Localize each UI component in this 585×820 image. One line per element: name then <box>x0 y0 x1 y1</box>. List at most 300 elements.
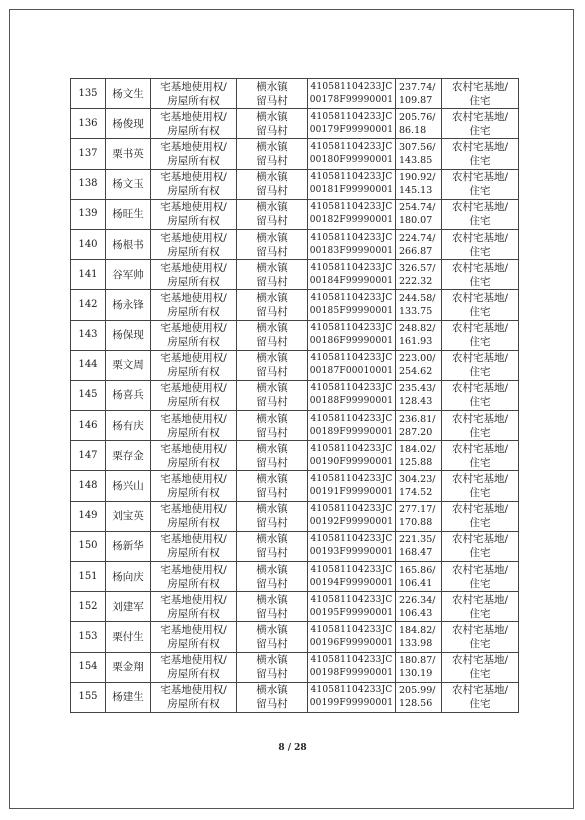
cell-area-line: 236.81/ <box>399 413 436 425</box>
cell-usage-line: 农村宅基地/ <box>451 291 509 304</box>
cell-usage-line: 农村宅基地/ <box>451 654 509 667</box>
table-row <box>71 622 519 652</box>
cell-area-line: 106.43 <box>399 607 433 619</box>
cell-usage-line: 住宅 <box>469 245 491 258</box>
cell-usage <box>442 471 519 501</box>
cell-right-type-line: 房屋所有权 <box>167 547 220 560</box>
cell-location-line: 横水镇 <box>256 352 288 365</box>
table-row <box>71 320 519 350</box>
cell-area-line: 221.35/ <box>399 534 436 546</box>
cell-area <box>396 139 442 169</box>
cell-name <box>106 562 151 592</box>
cell-location <box>237 652 308 682</box>
table-row <box>71 229 519 259</box>
cell-location <box>237 109 308 139</box>
cell-usage-line: 农村宅基地/ <box>451 382 509 395</box>
cell-unit-code-line: 00188F99990001 <box>309 396 394 407</box>
cell-right-type <box>151 531 237 561</box>
cell-usage-line: 住宅 <box>469 577 491 590</box>
cell-number-line: 148 <box>78 480 98 492</box>
cell-usage-line: 住宅 <box>469 154 491 167</box>
cell-location <box>237 260 308 290</box>
cell-unit-code-line: 00179F99990001 <box>309 124 394 135</box>
cell-unit-code-line: 00183F99990001 <box>309 245 394 256</box>
cell-usage-line: 农村宅基地/ <box>451 261 509 274</box>
cell-usage-line: 住宅 <box>469 336 491 349</box>
cell-number-line: 153 <box>78 630 98 642</box>
cell-number <box>71 622 106 652</box>
cell-unit-code-line: 410581104233JC <box>310 564 393 575</box>
cell-unit-code <box>308 652 396 682</box>
cell-location <box>237 471 308 501</box>
cell-right-type-line: 宅基地使用权/ <box>160 563 227 576</box>
cell-number-line: 136 <box>78 117 98 129</box>
table-row <box>71 290 519 320</box>
cell-usage <box>442 652 519 682</box>
cell-area-line: 180.07 <box>399 215 433 227</box>
cell-number-line: 144 <box>78 359 98 371</box>
cell-location <box>237 592 308 622</box>
cell-area-line: 266.87 <box>399 245 433 257</box>
table-row <box>71 139 519 169</box>
cell-location-line: 留马村 <box>256 124 288 137</box>
cell-location <box>237 441 308 471</box>
cell-name <box>106 199 151 229</box>
cell-number-line: 146 <box>78 419 98 431</box>
cell-location-line: 留马村 <box>256 305 288 318</box>
cell-right-type-line: 房屋所有权 <box>167 245 220 258</box>
cell-right-type-line: 房屋所有权 <box>167 577 220 590</box>
cell-usage-line: 住宅 <box>469 607 491 620</box>
cell-number <box>71 290 106 320</box>
cell-unit-code <box>308 139 396 169</box>
cell-location-line: 留马村 <box>256 517 288 530</box>
cell-area <box>396 79 442 109</box>
cell-right-type <box>151 441 237 471</box>
cell-usage <box>442 411 519 441</box>
cell-location-line: 横水镇 <box>256 140 288 153</box>
cell-name <box>106 531 151 561</box>
cell-location <box>237 229 308 259</box>
cell-right-type-line: 房屋所有权 <box>167 487 220 500</box>
cell-usage-line: 农村宅基地/ <box>451 684 509 697</box>
cell-location-line: 横水镇 <box>256 231 288 244</box>
cell-name <box>106 592 151 622</box>
cell-name-line: 栗金翔 <box>112 661 144 674</box>
cell-unit-code-line: 410581104233JC <box>310 534 393 545</box>
cell-unit-code-line: 410581104233JC <box>310 504 393 515</box>
cell-area <box>396 169 442 199</box>
table-row <box>71 682 519 712</box>
cell-name-line: 刘建军 <box>112 600 144 613</box>
cell-location-line: 横水镇 <box>256 412 288 425</box>
cell-area <box>396 531 442 561</box>
cell-area-line: 277.17/ <box>399 504 436 516</box>
page-total: 28 <box>294 743 307 753</box>
cell-name-line: 杨有庆 <box>112 419 144 432</box>
cell-usage <box>442 682 519 712</box>
cell-area <box>396 501 442 531</box>
cell-location-line: 横水镇 <box>256 322 288 335</box>
cell-area <box>396 411 442 441</box>
cell-name <box>106 411 151 441</box>
cell-usage <box>442 169 519 199</box>
cell-area-line: 254.62 <box>399 366 433 378</box>
cell-right-type <box>151 652 237 682</box>
table-row <box>71 501 519 531</box>
table-row <box>71 441 519 471</box>
table-row <box>71 109 519 139</box>
cell-right-type <box>151 229 237 259</box>
page-number <box>0 743 585 753</box>
cell-usage-line: 农村宅基地/ <box>451 322 509 335</box>
cell-area <box>396 441 442 471</box>
cell-location-line: 留马村 <box>256 607 288 620</box>
cell-name-line: 杨俊现 <box>112 117 144 130</box>
cell-right-type-line: 宅基地使用权/ <box>160 80 227 93</box>
cell-right-type-line: 宅基地使用权/ <box>160 623 227 636</box>
cell-number-line: 143 <box>78 329 98 341</box>
cell-area-line: 307.56/ <box>399 141 436 153</box>
cell-right-type <box>151 562 237 592</box>
cell-location-line: 留马村 <box>256 215 288 228</box>
cell-unit-code-line: 00178F99990001 <box>309 94 394 105</box>
cell-area <box>396 652 442 682</box>
cell-name <box>106 229 151 259</box>
cell-area-line: 161.93 <box>399 336 433 348</box>
cell-usage-line: 住宅 <box>469 275 491 288</box>
cell-area-line: 165.86/ <box>399 564 436 576</box>
cell-number-line: 141 <box>78 268 98 280</box>
cell-unit-code-line: 00196F99990001 <box>309 637 394 648</box>
cell-location-line: 留马村 <box>256 456 288 469</box>
cell-usage <box>442 229 519 259</box>
table-row <box>71 79 519 109</box>
cell-right-type-line: 房屋所有权 <box>167 366 220 379</box>
cell-location <box>237 380 308 410</box>
cell-location-line: 留马村 <box>256 336 288 349</box>
cell-unit-code <box>308 290 396 320</box>
cell-location-line: 横水镇 <box>256 473 288 486</box>
cell-right-type-line: 房屋所有权 <box>167 456 220 469</box>
cell-usage-line: 农村宅基地/ <box>451 473 509 486</box>
page-separator: / <box>284 743 295 753</box>
cell-area-line: 205.99/ <box>399 685 436 697</box>
cell-name-line: 杨向庆 <box>112 570 144 583</box>
cell-name-line: 杨新华 <box>112 540 144 553</box>
cell-location <box>237 290 308 320</box>
cell-right-type-line: 宅基地使用权/ <box>160 140 227 153</box>
cell-unit-code <box>308 169 396 199</box>
cell-location-line: 横水镇 <box>256 623 288 636</box>
cell-unit-code-line: 00190F99990001 <box>309 456 394 467</box>
cell-unit-code-line: 00184F99990001 <box>309 275 394 286</box>
cell-unit-code-line: 00186F99990001 <box>309 336 394 347</box>
cell-area-line: 248.82/ <box>399 323 436 335</box>
cell-number <box>71 109 106 139</box>
table-row <box>71 199 519 229</box>
cell-area-line: 304.23/ <box>399 474 436 486</box>
cell-usage <box>442 380 519 410</box>
cell-right-type-line: 房屋所有权 <box>167 517 220 530</box>
table-row <box>71 411 519 441</box>
cell-usage <box>442 139 519 169</box>
cell-location-line: 留马村 <box>256 487 288 500</box>
cell-usage <box>442 441 519 471</box>
cell-right-type <box>151 290 237 320</box>
cell-location-line: 留马村 <box>256 637 288 650</box>
cell-name-line: 栗文周 <box>112 359 144 372</box>
cell-unit-code-line: 410581104233JC <box>310 111 393 122</box>
table-row <box>71 169 519 199</box>
cell-unit-code-line: 00180F99990001 <box>309 154 394 165</box>
cell-name-line: 栗存金 <box>112 449 144 462</box>
cell-unit-code-line: 00189F99990001 <box>309 426 394 437</box>
cell-unit-code-line: 410581104233JC <box>310 81 393 92</box>
cell-right-type-line: 房屋所有权 <box>167 94 220 107</box>
cell-number-line: 151 <box>78 570 98 582</box>
cell-location-line: 留马村 <box>256 366 288 379</box>
cell-area-line: 223.00/ <box>399 353 436 365</box>
cell-right-type-line: 宅基地使用权/ <box>160 684 227 697</box>
cell-right-type-line: 房屋所有权 <box>167 275 220 288</box>
cell-usage <box>442 562 519 592</box>
cell-usage-line: 住宅 <box>469 185 491 198</box>
cell-number <box>71 79 106 109</box>
cell-location-line: 横水镇 <box>256 533 288 546</box>
cell-number <box>71 682 106 712</box>
cell-right-type-line: 房屋所有权 <box>167 154 220 167</box>
cell-name-line: 杨根书 <box>112 238 144 251</box>
cell-right-type <box>151 260 237 290</box>
cell-usage-line: 住宅 <box>469 698 491 711</box>
cell-name-line: 谷军帅 <box>112 268 144 281</box>
cell-right-type-line: 宅基地使用权/ <box>160 412 227 425</box>
cell-usage <box>442 592 519 622</box>
cell-usage-line: 住宅 <box>469 366 491 379</box>
cell-usage-line: 农村宅基地/ <box>451 623 509 636</box>
cell-area <box>396 562 442 592</box>
cell-unit-code-line: 410581104233JC <box>310 685 393 696</box>
cell-unit-code-line: 00187F00010001 <box>309 366 394 377</box>
cell-location-line: 留马村 <box>256 185 288 198</box>
cell-name <box>106 441 151 471</box>
cell-location-line: 横水镇 <box>256 503 288 516</box>
cell-unit-code <box>308 109 396 139</box>
cell-usage <box>442 260 519 290</box>
cell-number <box>71 411 106 441</box>
cell-location-line: 横水镇 <box>256 654 288 667</box>
cell-name-line: 杨喜兵 <box>112 389 144 402</box>
cell-unit-code-line: 410581104233JC <box>310 262 393 273</box>
cell-right-type-line: 宅基地使用权/ <box>160 261 227 274</box>
cell-usage-line: 住宅 <box>469 305 491 318</box>
cell-unit-code <box>308 79 396 109</box>
registration-table <box>70 78 519 713</box>
cell-name-line: 杨兴山 <box>112 480 144 493</box>
cell-unit-code <box>308 260 396 290</box>
cell-right-type-line: 房屋所有权 <box>167 396 220 409</box>
cell-unit-code-line: 410581104233JC <box>310 232 393 243</box>
cell-unit-code-line: 410581104233JC <box>310 594 393 605</box>
cell-number-line: 135 <box>78 87 98 99</box>
cell-right-type-line: 房屋所有权 <box>167 426 220 439</box>
cell-unit-code <box>308 441 396 471</box>
cell-unit-code-line: 410581104233JC <box>310 292 393 303</box>
cell-name <box>106 260 151 290</box>
cell-usage-line: 农村宅基地/ <box>451 201 509 214</box>
cell-area-line: 190.92/ <box>399 172 436 184</box>
cell-right-type <box>151 411 237 441</box>
cell-name <box>106 471 151 501</box>
cell-unit-code <box>308 229 396 259</box>
cell-usage-line: 农村宅基地/ <box>451 563 509 576</box>
cell-area <box>396 260 442 290</box>
cell-unit-code-line: 00181F99990001 <box>309 185 394 196</box>
cell-name <box>106 139 151 169</box>
cell-location <box>237 79 308 109</box>
cell-location <box>237 169 308 199</box>
cell-right-type-line: 宅基地使用权/ <box>160 201 227 214</box>
cell-location-line: 横水镇 <box>256 563 288 576</box>
cell-right-type-line: 房屋所有权 <box>167 637 220 650</box>
cell-name <box>106 622 151 652</box>
cell-right-type-line: 房屋所有权 <box>167 698 220 711</box>
cell-location <box>237 501 308 531</box>
table-row <box>71 260 519 290</box>
cell-unit-code <box>308 199 396 229</box>
cell-unit-code <box>308 471 396 501</box>
cell-location-line: 留马村 <box>256 275 288 288</box>
cell-area-line: 222.32 <box>399 275 433 287</box>
cell-usage-line: 住宅 <box>469 426 491 439</box>
cell-area-line: 125.88 <box>399 456 433 468</box>
cell-location <box>237 139 308 169</box>
cell-name-line: 杨永锋 <box>112 298 144 311</box>
cell-area <box>396 290 442 320</box>
cell-name <box>106 501 151 531</box>
page-current: 8 <box>278 743 285 753</box>
cell-right-type-line: 宅基地使用权/ <box>160 473 227 486</box>
cell-unit-code-line: 410581104233JC <box>310 624 393 635</box>
cell-location-line: 留马村 <box>256 396 288 409</box>
cell-area <box>396 199 442 229</box>
cell-unit-code <box>308 622 396 652</box>
cell-usage-line: 农村宅基地/ <box>451 533 509 546</box>
cell-usage-line: 农村宅基地/ <box>451 110 509 123</box>
cell-number <box>71 592 106 622</box>
cell-usage <box>442 79 519 109</box>
cell-unit-code <box>308 531 396 561</box>
cell-usage-line: 农村宅基地/ <box>451 140 509 153</box>
cell-unit-code <box>308 411 396 441</box>
cell-unit-code <box>308 380 396 410</box>
cell-unit-code-line: 00195F99990001 <box>309 607 394 618</box>
cell-number-line: 139 <box>78 208 98 220</box>
cell-usage <box>442 199 519 229</box>
cell-area-line: 128.43 <box>399 396 433 408</box>
cell-number-line: 137 <box>78 147 98 159</box>
cell-number-line: 138 <box>78 178 98 190</box>
cell-location-line: 横水镇 <box>256 201 288 214</box>
cell-number <box>71 562 106 592</box>
cell-unit-code <box>308 350 396 380</box>
table-row <box>71 380 519 410</box>
cell-location <box>237 562 308 592</box>
cell-right-type <box>151 199 237 229</box>
cell-location <box>237 622 308 652</box>
cell-usage-line: 住宅 <box>469 637 491 650</box>
cell-unit-code-line: 410581104233JC <box>310 474 393 485</box>
cell-location-line: 留马村 <box>256 577 288 590</box>
cell-right-type-line: 宅基地使用权/ <box>160 171 227 184</box>
cell-usage-line: 农村宅基地/ <box>451 231 509 244</box>
cell-unit-code-line: 410581104233JC <box>310 172 393 183</box>
cell-number-line: 140 <box>78 238 98 250</box>
cell-right-type <box>151 320 237 350</box>
cell-area-line: 244.58/ <box>399 292 436 304</box>
cell-area <box>396 380 442 410</box>
cell-area <box>396 320 442 350</box>
cell-location <box>237 411 308 441</box>
cell-location-line: 横水镇 <box>256 291 288 304</box>
cell-usage-line: 住宅 <box>469 94 491 107</box>
cell-area-line: 235.43/ <box>399 383 436 395</box>
cell-usage <box>442 290 519 320</box>
cell-location-line: 留马村 <box>256 94 288 107</box>
cell-location <box>237 531 308 561</box>
cell-name-line: 刘宝英 <box>112 510 144 523</box>
cell-right-type-line: 宅基地使用权/ <box>160 593 227 606</box>
cell-usage-line: 农村宅基地/ <box>451 503 509 516</box>
cell-number-line: 154 <box>78 661 98 673</box>
cell-name <box>106 682 151 712</box>
cell-right-type <box>151 169 237 199</box>
cell-number <box>71 320 106 350</box>
cell-usage-line: 农村宅基地/ <box>451 352 509 365</box>
cell-area-line: 254.74/ <box>399 202 436 214</box>
cell-name-line: 杨旺生 <box>112 208 144 221</box>
cell-area <box>396 229 442 259</box>
cell-right-type <box>151 682 237 712</box>
table-row <box>71 531 519 561</box>
cell-unit-code-line: 410581104233JC <box>310 443 393 454</box>
table-row <box>71 471 519 501</box>
cell-usage <box>442 109 519 139</box>
cell-number-line: 155 <box>78 691 98 703</box>
cell-usage-line: 住宅 <box>469 456 491 469</box>
cell-name <box>106 652 151 682</box>
cell-location-line: 留马村 <box>256 426 288 439</box>
cell-unit-code-line: 410581104233JC <box>310 202 393 213</box>
cell-number <box>71 531 106 561</box>
cell-unit-code-line: 00185F99990001 <box>309 305 394 316</box>
cell-unit-code <box>308 562 396 592</box>
cell-usage-line: 住宅 <box>469 215 491 228</box>
cell-right-type-line: 宅基地使用权/ <box>160 654 227 667</box>
cell-location <box>237 350 308 380</box>
cell-right-type <box>151 109 237 139</box>
cell-area-line: 145.13 <box>399 185 433 197</box>
cell-area-line: 106.41 <box>399 577 433 589</box>
cell-location-line: 横水镇 <box>256 382 288 395</box>
cell-right-type <box>151 622 237 652</box>
cell-location-line: 留马村 <box>256 154 288 167</box>
cell-number <box>71 441 106 471</box>
cell-name <box>106 169 151 199</box>
cell-usage-line: 农村宅基地/ <box>451 80 509 93</box>
cell-area-line: 174.52 <box>399 487 433 499</box>
